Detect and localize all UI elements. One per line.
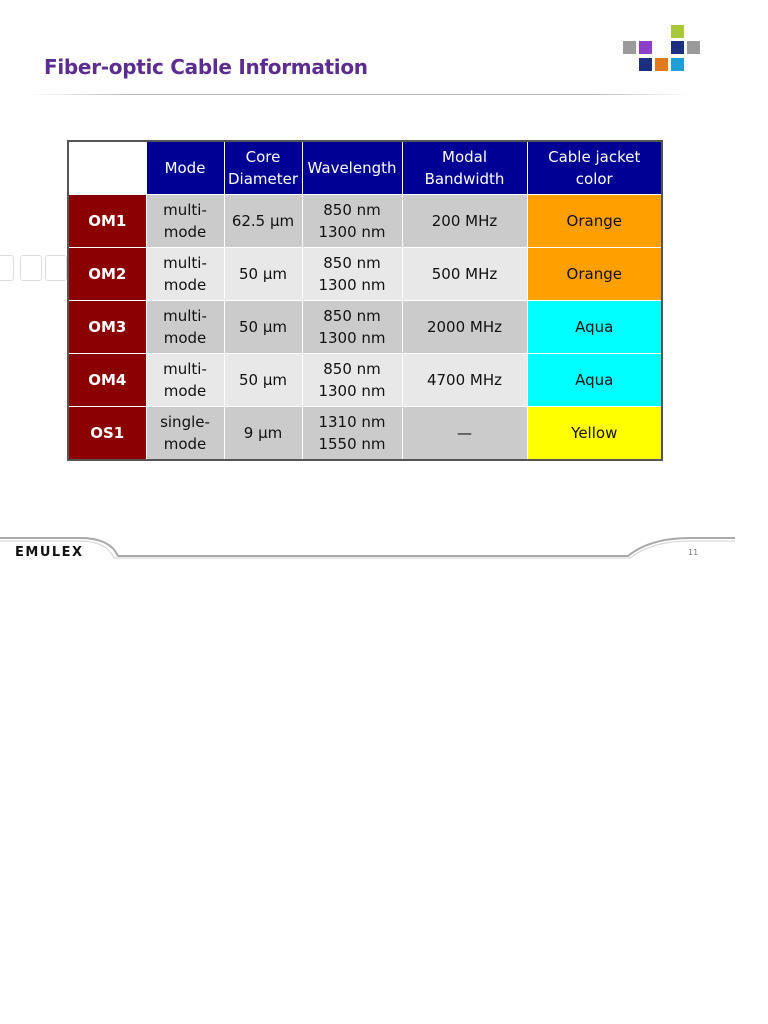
cell-wavelength bbox=[302, 195, 402, 248]
cell-wavelength bbox=[302, 301, 402, 354]
cell-jacket-color: Aqua bbox=[527, 354, 662, 407]
cell-mode-text: single- mode bbox=[160, 412, 210, 453]
page-title: Fiber-optic Cable Information bbox=[44, 55, 368, 79]
cell-core-diameter: 62.5 µm bbox=[224, 195, 302, 248]
cell-core-diameter: 50 µm bbox=[224, 248, 302, 301]
wavelength-2: 1300 nm bbox=[318, 382, 386, 400]
cell-jacket-color: Orange bbox=[527, 248, 662, 301]
cell-wavelength bbox=[302, 248, 402, 301]
row-type-label: OS1 bbox=[68, 407, 146, 460]
cell-core-diameter: 50 µm bbox=[224, 301, 302, 354]
cell-modal-bandwidth: 4700 MHz bbox=[402, 354, 527, 407]
page-number: 11 bbox=[688, 548, 699, 557]
header-mode: Mode bbox=[146, 141, 224, 195]
wavelength-1: 850 nm bbox=[323, 360, 381, 378]
cell-modal-bandwidth: 500 MHz bbox=[402, 248, 527, 301]
wavelength-1: 1310 nm bbox=[318, 412, 386, 431]
header-wavelength: Wavelength bbox=[302, 141, 402, 195]
cell-wavelength bbox=[302, 354, 402, 407]
cell-mode-text: multi- mode bbox=[163, 201, 207, 241]
header-modal-bandwidth: Modal Bandwidth bbox=[402, 141, 527, 195]
cell-mode-text: multi- mode bbox=[163, 254, 207, 294]
emulex-logo-squares bbox=[0, 0, 768, 100]
table-row bbox=[68, 354, 662, 407]
emulex-brand: EMULEX bbox=[15, 545, 84, 560]
cell-mode bbox=[146, 407, 224, 460]
header-corner bbox=[68, 141, 146, 195]
fiber-cable-table bbox=[67, 140, 663, 461]
cell-core-diameter: 50 µm bbox=[224, 354, 302, 407]
header-core-diameter: Core Diameter bbox=[224, 141, 302, 195]
table-row bbox=[68, 407, 662, 460]
wavelength-2: 1300 nm bbox=[318, 276, 386, 294]
cell-modal-bandwidth: — bbox=[402, 407, 527, 460]
table-row bbox=[68, 195, 662, 248]
wavelength-1: 850 nm bbox=[323, 201, 381, 219]
cell-mode bbox=[146, 195, 224, 248]
header-cable-jacket-color: Cable jacket color bbox=[527, 141, 662, 195]
cell-jacket-color: Orange bbox=[527, 195, 662, 248]
wavelength-1: 850 nm bbox=[323, 254, 381, 272]
wavelength-2: 1550 nm bbox=[318, 434, 386, 453]
cell-core-diameter: 9 µm bbox=[224, 407, 302, 460]
cell-mode bbox=[146, 248, 224, 301]
table-row bbox=[68, 248, 662, 301]
wavelength-2: 1300 nm bbox=[318, 223, 386, 241]
row-type-label: OM2 bbox=[68, 248, 146, 301]
footer-swoosh bbox=[0, 528, 768, 568]
row-type-label: OM4 bbox=[68, 354, 146, 407]
cell-modal-bandwidth: 2000 MHz bbox=[402, 301, 527, 354]
cell-jacket-color: Yellow bbox=[527, 407, 662, 460]
wavelength-1: 850 nm bbox=[323, 307, 381, 325]
table-header-row bbox=[68, 141, 662, 195]
cell-mode-text: multi- mode bbox=[163, 360, 207, 400]
cell-modal-bandwidth: 200 MHz bbox=[402, 195, 527, 248]
cell-mode bbox=[146, 301, 224, 354]
row-type-label: OM1 bbox=[68, 195, 146, 248]
cell-wavelength bbox=[302, 407, 402, 460]
table-row bbox=[68, 301, 662, 354]
cell-mode-text: multi- mode bbox=[163, 307, 207, 347]
wavelength-2: 1300 nm bbox=[318, 329, 386, 347]
title-divider bbox=[30, 94, 690, 95]
cell-jacket-color: Aqua bbox=[527, 301, 662, 354]
cell-mode bbox=[146, 354, 224, 407]
row-type-label: OM3 bbox=[68, 301, 146, 354]
